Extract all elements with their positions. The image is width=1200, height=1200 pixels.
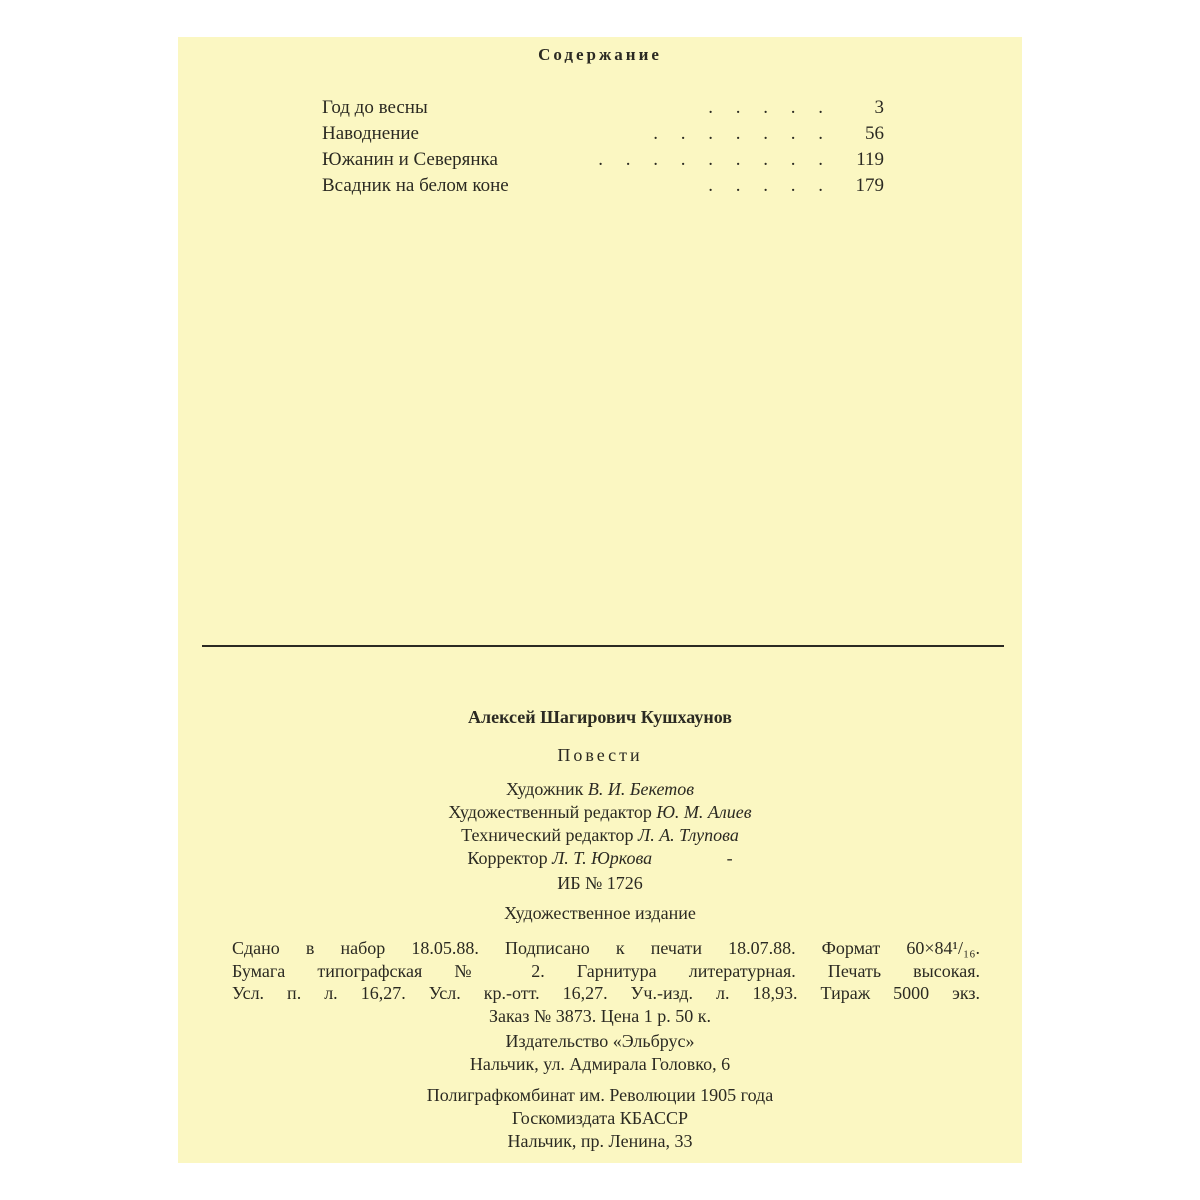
print-specs <box>178 937 1022 1027</box>
spec-line: Сдано в набор 18.05.88. Подписано к печати 18.07.88. Формат 60×84¹/₁₆. <box>232 938 980 958</box>
toc-item <box>322 173 884 199</box>
edition-type: Художественное издание <box>504 903 696 923</box>
printer-address: Нальчик, пр. Ленина, 33 <box>507 1131 693 1151</box>
toc-item <box>322 95 884 121</box>
genre-label: Повести <box>557 745 643 765</box>
author-name: Алексей Шагирович Кушхаунов <box>468 707 732 727</box>
toc-item-title: Год до весны <box>322 97 428 118</box>
toc-item-leader: . . . . . <box>708 97 832 118</box>
toc-item-page: 179 <box>855 175 884 196</box>
credit-person: Л. А. Тлупова <box>638 825 739 845</box>
ib-number: ИБ № 1726 <box>557 873 643 893</box>
toc-item <box>322 121 884 147</box>
toc-item-leader: . . . . . . . . . <box>598 149 832 170</box>
toc-item <box>322 147 884 173</box>
publisher-name: Издательство «Эльбрус» <box>505 1031 695 1051</box>
toc-title: Содержание <box>538 45 662 64</box>
printer-block <box>178 1084 1022 1153</box>
divider-rule <box>202 645 1004 647</box>
credit-role: Художественный редактор <box>448 802 652 822</box>
toc-list <box>322 95 884 199</box>
toc-item-page: 119 <box>856 149 884 170</box>
credit-line <box>178 847 1022 870</box>
credit-role: Художник <box>505 779 584 799</box>
toc-item-leader: . . . . . . . <box>653 123 832 144</box>
toc-item-leader: . . . . . <box>708 175 832 196</box>
credit-line <box>178 801 1022 824</box>
spec-line: Бумага типографская № 2. Гарнитура литературная. Печать высокая. <box>232 960 980 981</box>
credit-role: Технический редактор <box>461 825 634 845</box>
publisher-address: Нальчик, ул. Адмирала Головко, 6 <box>469 1054 731 1074</box>
stray-mark: - <box>726 848 733 868</box>
publisher-block <box>178 1030 1022 1076</box>
toc-item-page: 56 <box>865 123 884 144</box>
spec-line: Заказ № 3873. Цена 1 р. 50 к. <box>488 1005 712 1026</box>
spec-line: Усл. п. л. 16,27. Усл. кр.-отт. 16,27. Уч.-изд. л. 18,93. Тираж 5000 экз. <box>232 983 980 1003</box>
credit-line <box>178 778 1022 801</box>
printer-name: Полиграфкомбинат им. Революции 1905 года <box>426 1085 774 1105</box>
credit-person: В. И. Бекетов <box>587 779 695 799</box>
credit-line <box>178 824 1022 847</box>
credit-person: Л. Т. Юркова <box>552 848 653 868</box>
credit-person: Ю. М. Алиев <box>656 802 752 822</box>
toc-item-title: Южанин и Северянка <box>322 149 498 170</box>
book-page <box>178 37 1022 1163</box>
printer-org: Госкомиздата КБАССР <box>511 1108 689 1128</box>
toc-item-title: Наводнение <box>322 123 419 144</box>
toc-item-page: 3 <box>874 97 884 118</box>
toc-item-title: Всадник на белом коне <box>322 175 509 196</box>
credit-role: Корректор <box>467 848 548 868</box>
credits-block <box>178 778 1022 870</box>
